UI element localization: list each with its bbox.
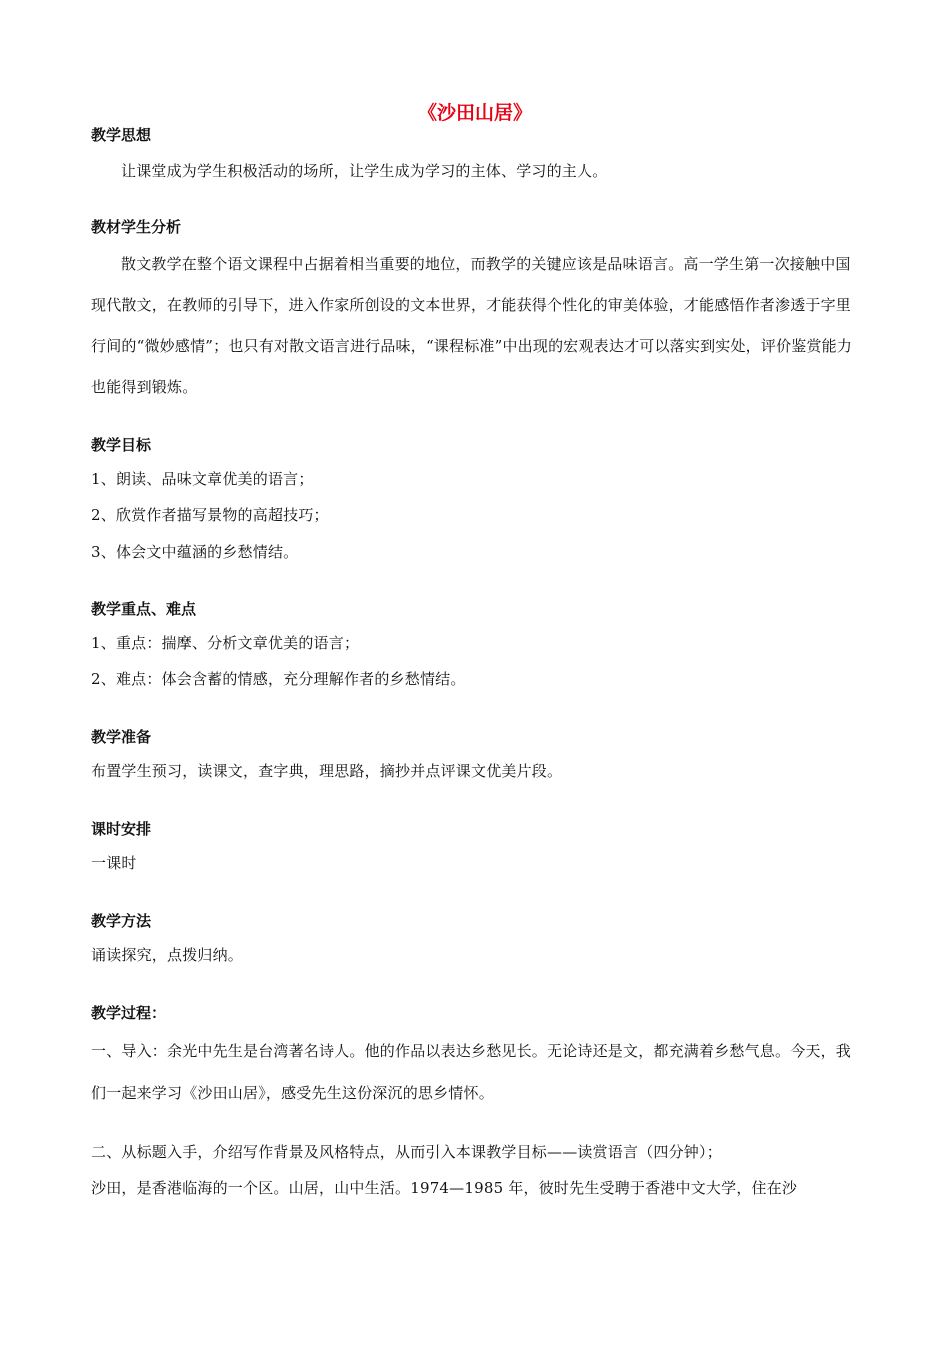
section-heading: 教学目标 bbox=[91, 436, 152, 454]
section-heading: 教学重点、难点 bbox=[91, 600, 197, 618]
section-philosophy bbox=[91, 124, 861, 190]
section-keypoints bbox=[91, 598, 861, 698]
section-heading: 教学准备 bbox=[91, 728, 152, 746]
section-heading: 教学思想 bbox=[91, 126, 152, 144]
list-item: 3、体会文中蕴涵的乡愁情结。 bbox=[91, 543, 299, 561]
section-heading: 教材学生分析 bbox=[91, 218, 182, 236]
list-item: 2、欣赏作者描写景物的高超技巧； bbox=[91, 506, 329, 524]
list-item: 1、朗读、品味文章优美的语言； bbox=[91, 470, 314, 488]
section-process bbox=[91, 1002, 861, 1206]
section-heading: 教学过程： bbox=[91, 1004, 167, 1022]
list-item: 1、重点：揣摩、分析文章优美的语言； bbox=[91, 634, 360, 652]
section-preparation bbox=[91, 726, 861, 788]
section-paragraph: 散文教学在整个语文课程中占据着相当重要的地位，而教学的关键应该是品味语言。高一学生第一次接触中国现代散文，在教师的引导下，进入作家所创设的文本世界，才能获得个性化的审美体验，才能感悟作者渗透于字里行间的“微妙感情”；也只有对散文语言进行品味，“课程标准”中出现的宏观表达才可以落实到实处，评价鉴赏能力也能得到锻炼。 bbox=[91, 255, 853, 396]
document-title: 《沙田山居》 bbox=[417, 102, 532, 124]
process-step: 一、导入：余光中先生是台湾著名诗人。他的作品以表达乡愁见长。无论诗还是文，都充满着乡愁气息。今天，我们一起来学习《沙田山居》，感受先生这份深沉的思乡情怀。 bbox=[91, 1042, 852, 1102]
section-paragraph: 布置学生预习，读课文，查字典，理思路，摘抄并点评课文优美片段。 bbox=[91, 762, 563, 780]
section-paragraph: 一课时 bbox=[91, 854, 137, 872]
section-paragraph: 诵读探究，点拨归纳。 bbox=[91, 946, 244, 964]
section-analysis bbox=[91, 216, 861, 408]
process-step-detail: 沙田，是香港临海的一个区。山居，山中生活。1974—1985 年，彼时先生受聘于香港中文大学，住在沙 bbox=[91, 1179, 798, 1197]
document-body bbox=[91, 124, 861, 1206]
section-schedule bbox=[91, 818, 861, 880]
section-heading: 教学方法 bbox=[91, 912, 152, 930]
section-heading: 课时安排 bbox=[91, 820, 152, 838]
section-paragraph: 让课堂成为学生积极活动的场所，让学生成为学习的主体、学习的主人。 bbox=[121, 162, 608, 180]
list-item: 2、难点：体会含蓄的情感，充分理解作者的乡愁情结。 bbox=[91, 670, 466, 688]
process-step: 二、从标题入手，介绍写作背景及风格特点，从而引入本课教学目标——读赏语言（四分钟）； bbox=[91, 1143, 722, 1161]
section-goals bbox=[91, 434, 861, 570]
section-method bbox=[91, 910, 861, 972]
